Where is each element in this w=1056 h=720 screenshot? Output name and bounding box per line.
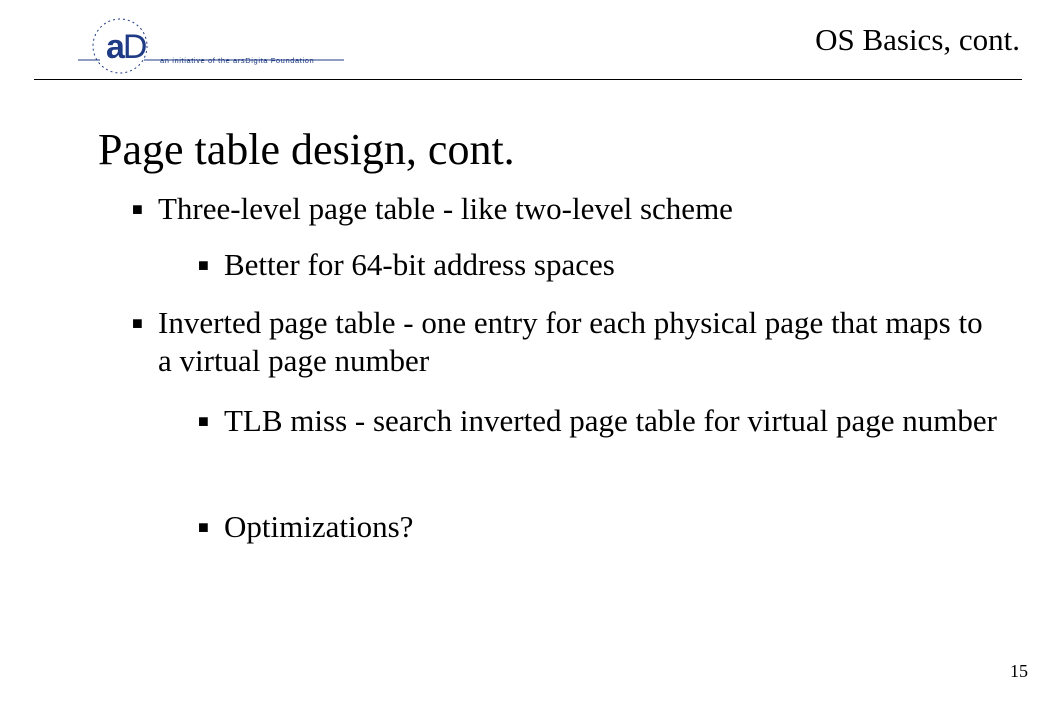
sub-bullet-item: [198, 402, 1004, 440]
bullet-square-icon: ■: [198, 411, 209, 431]
bullet-text: Optimizations?: [224, 509, 414, 544]
logo-tagline: an initiative of the arsDigita Foundation: [160, 56, 315, 65]
bullet-item: [132, 304, 998, 380]
bullet-square-icon: ■: [132, 199, 143, 219]
logo-mark: [106, 30, 145, 64]
bullet-item: [132, 190, 998, 228]
bullet-square-icon: ■: [132, 313, 143, 333]
bullet-text: Three-level page table - like two-level scheme: [158, 191, 733, 226]
bullet-text: Better for 64-bit address spaces: [224, 247, 615, 282]
sub-bullet-item: [198, 246, 1004, 284]
arsdigita-logo: [78, 14, 346, 80]
sub-bullet-item: [198, 508, 1004, 546]
slide-title: Page table design, cont.: [98, 125, 515, 174]
bullet-square-icon: ■: [198, 255, 209, 275]
logo-letter-a: a: [106, 28, 123, 66]
bullet-text: TLB miss - search inverted page table for virtual page number: [224, 403, 998, 438]
header-divider: [34, 79, 1022, 80]
bullet-text: Inverted page table - one entry for each physical page that maps to a virtual page number: [158, 305, 983, 378]
page-number: 15: [1010, 661, 1028, 681]
header-title: OS Basics, cont.: [815, 22, 1020, 57]
bullet-square-icon: ■: [198, 517, 209, 537]
logo-letter-d: D: [122, 28, 146, 66]
